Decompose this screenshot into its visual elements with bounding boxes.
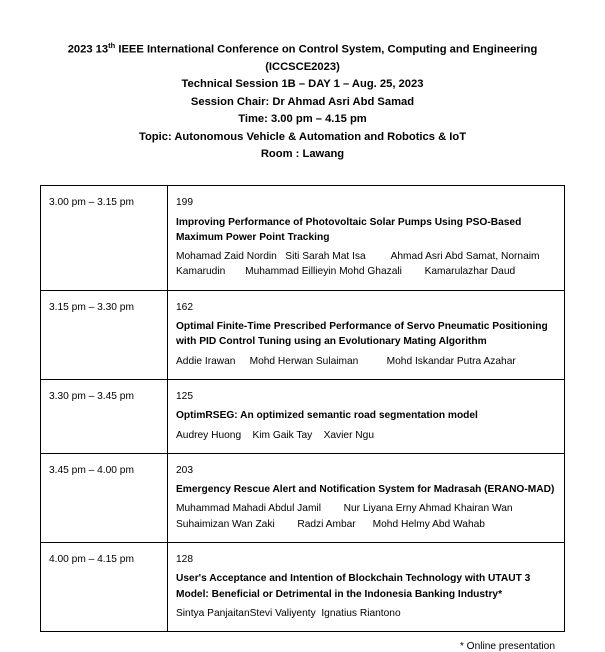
paper-id: 199 bbox=[176, 197, 193, 209]
row-details bbox=[168, 453, 565, 542]
table-row bbox=[41, 453, 565, 542]
header-conference-post: IEEE International Conference on Control System, Computing and Engineering bbox=[115, 43, 538, 56]
paper-id: 128 bbox=[176, 554, 193, 565]
header-line-time: Time: 3.00 pm – 4.15 pm bbox=[238, 113, 367, 126]
paper-title: OptimRSEG: An optimized semantic road segmentation model bbox=[176, 410, 478, 422]
paper-title: Optimal Finite-Time Prescribed Performance of Servo Pneumatic Positioning with PID Control Tuning using an Evolutionary Mating Algorithm bbox=[176, 321, 548, 348]
paper-title: Improving Performance of Photovoltaic Solar Pumps Using PSO-Based Maximum Power Point Tracking bbox=[176, 216, 522, 243]
table-row bbox=[41, 379, 565, 453]
table-row bbox=[41, 543, 565, 632]
header-line-session: Technical Session 1B – DAY 1 – Aug. 25, 2023 bbox=[181, 78, 424, 91]
paper-id: 203 bbox=[176, 464, 193, 476]
paper-authors: Mohamad Zaid Nordin Siti Sarah Mat Isa Ahmad Asri Abd Samat, Nornaim Kamarudin Muhammad Eillieyin Mohd Ghazali Kamarulazhar Daud bbox=[176, 251, 543, 278]
header-line-room: Room : Lawang bbox=[260, 147, 345, 160]
header-line-chair: Session Chair: Dr Ahmad Asri Abd Samad bbox=[190, 95, 415, 108]
paper-authors: Muhammad Mahadi Abdul Jamil Nur Liyana Erny Ahmad Khairan Wan Suhaimizan Wan Zaki Radzi Ambar Mohd Helmy Abd Wahab bbox=[176, 503, 516, 530]
header-table-spacer bbox=[40, 163, 565, 185]
row-details bbox=[168, 379, 565, 453]
row-details bbox=[168, 290, 565, 379]
header-line-conference bbox=[40, 40, 565, 59]
row-time: 3.45 pm – 4.00 pm bbox=[41, 453, 168, 542]
session-header bbox=[40, 40, 565, 163]
table-row bbox=[41, 290, 565, 379]
row-time: 4.00 pm – 4.15 pm bbox=[41, 543, 168, 632]
paper-title: User's Acceptance and Intention of Blockchain Technology with UTAUT 3 Model: Beneficial or Detrimental in the Indonesia Banking Industry* bbox=[176, 573, 531, 600]
paper-id: 125 bbox=[176, 390, 193, 402]
row-time: 3.30 pm – 3.45 pm bbox=[41, 379, 168, 453]
online-presentation-footnote: * Online presentation bbox=[459, 641, 555, 652]
header-conference-pre: 2023 13 bbox=[67, 43, 109, 56]
session-schedule-table bbox=[40, 185, 565, 632]
row-details bbox=[168, 186, 565, 290]
table-row bbox=[41, 186, 565, 290]
header-line-acronym: (ICCSCE2023) bbox=[265, 61, 340, 74]
paper-authors: Addie Irawan Mohd Herwan Sulaiman Mohd Iskandar Putra Azahar bbox=[176, 355, 516, 367]
row-time: 3.15 pm – 3.30 pm bbox=[41, 290, 168, 379]
paper-title: Emergency Rescue Alert and Notification System for Madrasah (ERANO-MAD) bbox=[176, 484, 555, 496]
paper-authors: Sintya PanjaitanStevi Valiyenty Ignatius Riantono bbox=[176, 607, 401, 619]
row-details bbox=[168, 543, 565, 632]
schedule-body bbox=[41, 186, 565, 632]
header-conference-ordinal: th bbox=[108, 41, 116, 50]
row-time: 3.00 pm – 3.15 pm bbox=[41, 186, 168, 290]
paper-id: 162 bbox=[176, 301, 193, 313]
header-line-topic: Topic: Autonomous Vehicle & Automation and Robotics & IoT bbox=[138, 130, 467, 143]
paper-authors: Audrey Huong Kim Gaik Tay Xavier Ngu bbox=[176, 429, 374, 441]
